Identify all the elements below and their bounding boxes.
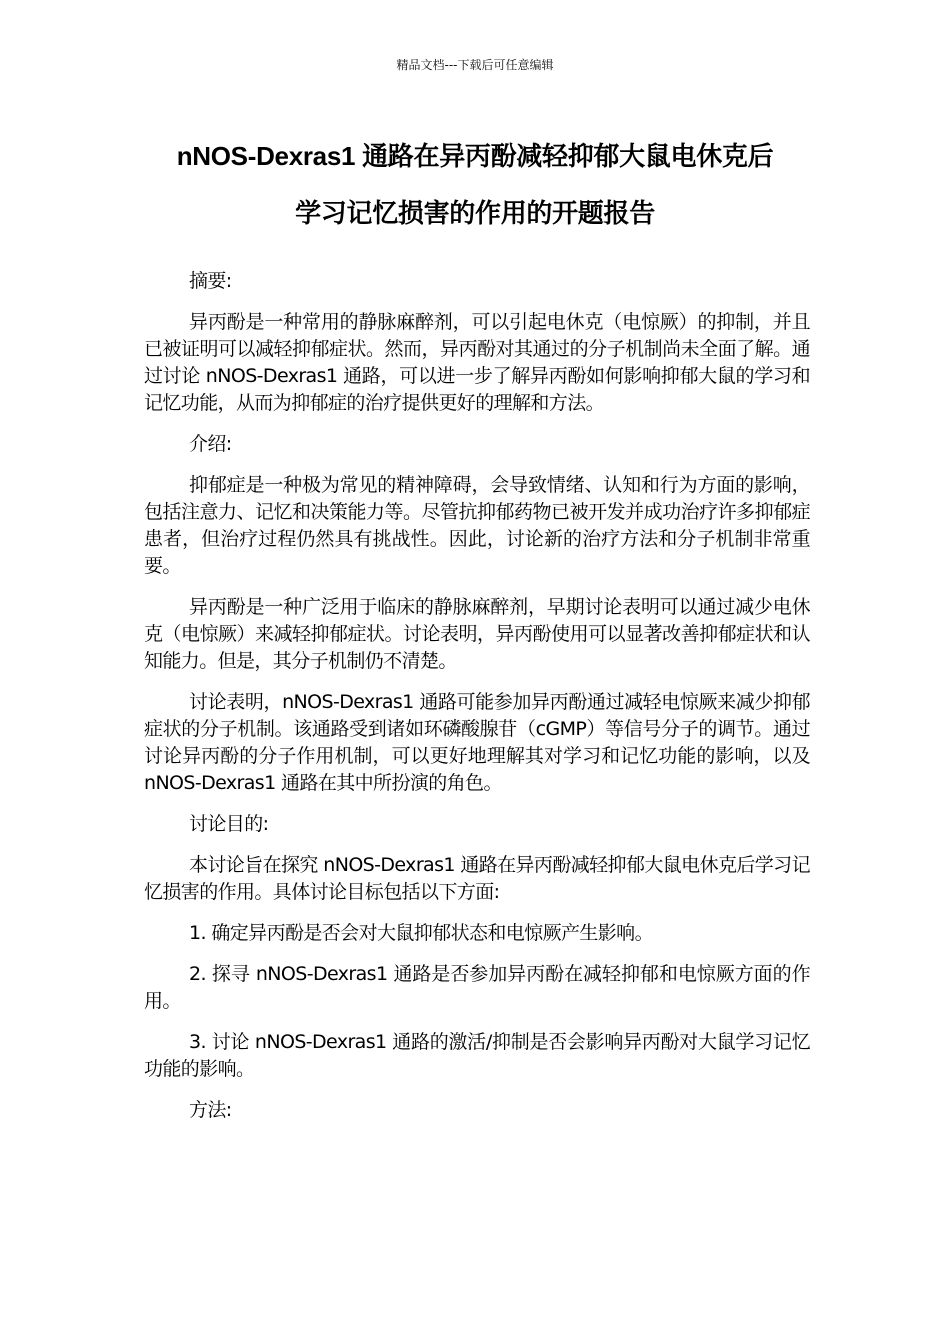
document-title-line-2: 学习记忆损害的作用的开题报告 bbox=[295, 198, 655, 228]
document-title-line-1: nNOS-Dexras1 通路在异丙酚减轻抑郁大鼠电休克后 bbox=[176, 141, 774, 171]
section-heading-methods: 方法: bbox=[189, 1099, 232, 1121]
paragraph-introduction-3: 讨论表明，nNOS-Dexras1 通路可能参加异丙酚通过减轻电惊厥来减少抑郁症状的分子机制。该通路受到诸如环磷酸腺苷（cGMP）等信号分子的调节。通过讨论异丙酚的分子作用机制，可以更好地理解其对学习和记忆功能的影响，以及 nNOS-Dexras1 通路在其中所扮演的角色。 bbox=[144, 691, 810, 794]
section-heading-objectives: 讨论目的: bbox=[189, 813, 269, 835]
section-heading-introduction: 介绍: bbox=[189, 433, 232, 455]
header-note: 精品文档---下载后可任意编辑 bbox=[396, 58, 554, 72]
objective-item-2: 2. 探寻 nNOS-Dexras1 通路是否参加异丙酚在减轻抑郁和电惊厥方面的作用。 bbox=[144, 963, 810, 1012]
objective-item-1: 1. 确定异丙酚是否会对大鼠抑郁状态和电惊厥产生影响。 bbox=[189, 922, 653, 944]
section-heading-abstract: 摘要: bbox=[189, 270, 232, 292]
paragraph-objectives: 本讨论旨在探究 nNOS-Dexras1 通路在异丙酚减轻抑郁大鼠电休克后学习记忆损害的作用。具体讨论目标包括以下方面: bbox=[144, 854, 810, 903]
document-body bbox=[144, 268, 810, 1138]
objective-item-3: 3. 讨论 nNOS-Dexras1 通路的激活/抑制是否会影响异丙酚对大鼠学习记忆功能的影响。 bbox=[144, 1031, 810, 1080]
paragraph-abstract: 异丙酚是一种常用的静脉麻醉剂，可以引起电休克（电惊厥）的抑制，并且已被证明可以减轻抑郁症状。然而，异丙酚对其通过的分子机制尚未全面了解。通过讨论 nNOS-Dexras1 通路，可以进一步了解异丙酚如何影响抑郁大鼠的学习和记忆功能，从而为抑郁症的治疗提供更好的理解和方法。 bbox=[144, 311, 810, 414]
paragraph-introduction-2: 异丙酚是一种广泛用于临床的静脉麻醉剂，早期讨论表明可以通过减少电休克（电惊厥）来减轻抑郁症状。讨论表明，异丙酚使用可以显著改善抑郁症状和认知能力。但是，其分子机制仍不清楚。 bbox=[144, 596, 810, 672]
paragraph-introduction-1: 抑郁症是一种极为常见的精神障碍，会导致情绪、认知和行为方面的影响，包括注意力、记忆和决策能力等。尽管抗抑郁药物已被开发并成功治疗许多抑郁症患者，但治疗过程仍然具有挑战性。因此，讨论新的治疗方法和分子机制非常重要。 bbox=[144, 474, 810, 577]
